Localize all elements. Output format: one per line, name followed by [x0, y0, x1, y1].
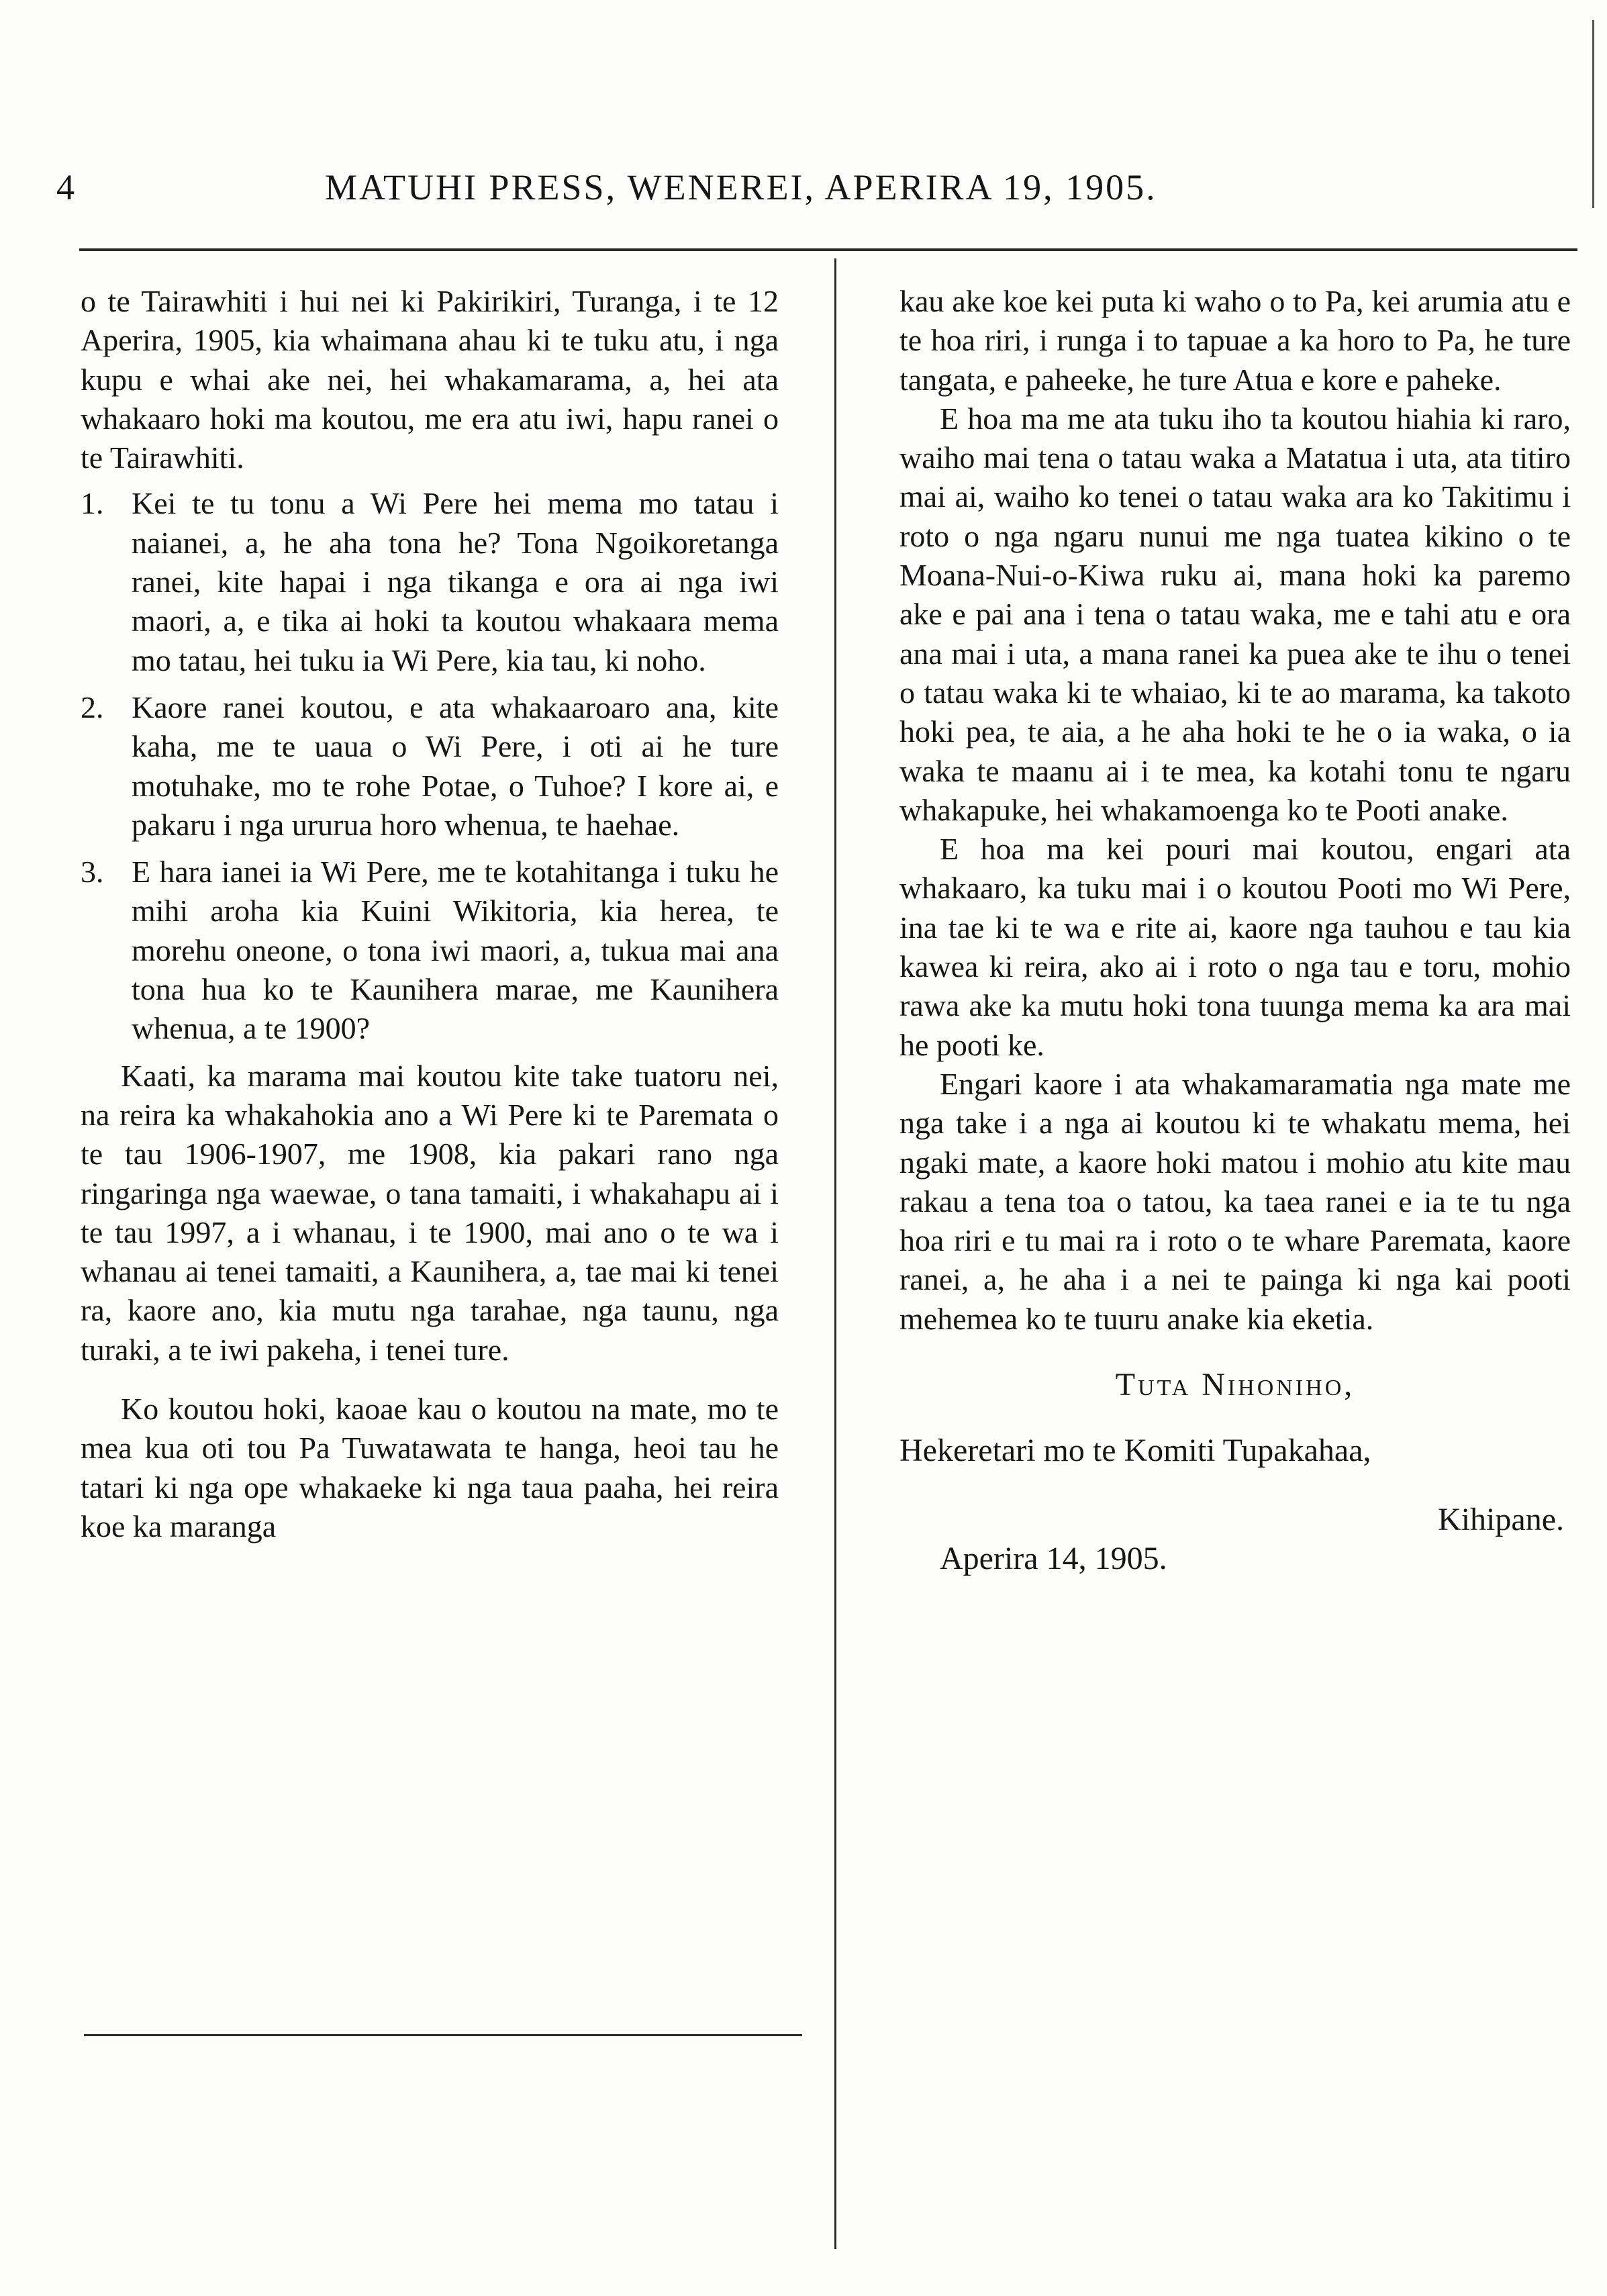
signature-block	[899, 1366, 1571, 1578]
page-number: 4	[56, 167, 77, 207]
list-number: 2.	[81, 689, 104, 724]
page-header	[56, 166, 1560, 220]
continued-paragraph: kau ake koe kei puta ki waho o to Pa, kei arumia atu e te hoa riri, i runga i to tapuae a ka horo to Pa, he ture tangata, e paheeke, he ture Atua e kore e paheke.	[899, 284, 1571, 397]
list-text: Kei te tu tonu a Wi Pere hei mema mo tatau i naianei, a, he aha tona he? Tona Ngoikoretanga ranei, kite hapai i nga tikanga e ora ai nga iwi maori, a, e tika ai hoki ta koutou whakaara mema mo tatau, hei tuku ia Wi Pere, kia tau, ki noho.	[132, 486, 779, 677]
signature-place: Kihipane.	[1438, 1501, 1564, 1537]
left-column	[81, 282, 779, 1546]
ko-koutou-paragraph: Ko koutou hoki, kaoae kau o koutou na mate, mo te mea kua oti tou Pa Tuwatawata te hanga, heoi tau he tatari ki nga ope whakaeke ki nga taua paaha, hei reira koe ka maranga	[81, 1392, 779, 1543]
column-divider	[834, 258, 836, 2249]
newspaper-title: MATUHI PRESS, WENEREI, APERIRA 19, 1905.	[325, 167, 1157, 207]
signature-date: Aperira 14, 1905.	[940, 1540, 1167, 1576]
e-hoa-ma-kei-pouri-paragraph: E hoa ma kei pouri mai koutou, engari ata whakaaro, ka tuku mai i o koutou Pooti mo Wi Pere, ina tae ki te wa e rite ai, kaore nga tauhou e tau kia kawea ki reira, ako ai i roto o nga tau e toru, mohio rawa ake ka mutu hoki tona tuunga mema ka ara mai he pooti ke.	[899, 832, 1571, 1062]
list-number: 1.	[81, 486, 104, 521]
list-text: Kaore ranei koutou, e ata whakaaroaro ana, kite kaha, me te uaua o Wi Pere, i oti ai he ture motuhake, mo te rohe Potae, o Tuhoe? I kore ai, e pakaru i nga ururua horo whenua, te haehae.	[132, 689, 779, 842]
e-hoa-ma-paragraph: E hoa ma me ata tuku iho ta koutou hiahia ki raro, waiho mai tena o tatau waka a Matatua i uta, ata titiro mai ai, waiho ko tenei o tatau waka ara ko Takitimu i roto o nga ngaru nunui me nga tuatea kikino o te Moana-Nui-o-Kiwa ruku ai, mana hoki ka paremo ake e pai ana i tena o tatau waka, me e tahi atu e ora ana mai i uta, a mana ranei ka puea ake te ihu o tenei o tatau waka ki te whaiao, ki te ao marama, ka takoto hoki pea, te aia, a he aha hoki te he o ia waka, o ia waka te maanu ai i te mea, ka kotahi tonu te ngaru whakapuke, hei whakamoenga ko te Pooti anake.	[899, 401, 1571, 827]
signatory-role: Hekeretari mo te Komiti Tupakahaa,	[899, 1433, 1371, 1469]
engari-paragraph: Engari kaore i ata whakamaramatia nga mate me nga take i a nga ai koutou ki te whakatu mema, hei ngaki mate, a kaore hoki matou i mohio atu kite mau rakau a tena toa o tatou, ka taea ranei e ia te tu nga hoa riri e tu mai ra i roto o te whare Paremata, kaore ranei, a, he aha i a nei te painga ki nga kai pooti mehemea ko te tuuru anake kia eketia.	[899, 1066, 1571, 1336]
right-column	[899, 282, 1571, 1578]
list-number: 3.	[81, 855, 104, 890]
list-text: E hara ianei ia Wi Pere, me te kotahitanga i tuku he mihi aroha kia Kuini Wikitoria, kia herea, te morehu oneone, o tona iwi maori, a, tukua mai ana tona hua ko te Kaunihera marae, me Kaunihera whenua, a te 1900?	[132, 855, 779, 1046]
list-item	[81, 688, 779, 845]
header-rule	[79, 248, 1577, 251]
intro-paragraph: o te Tairawhiti i hui nei ki Pakirikiri, Turanga, i te 12 Aperira, 1905, kia whaimana ahau ki te tuku atu, i nga kupu e whai ake nei, hei whakamarama, a, hei ata whakaaro hoki ma koutou, me era atu iwi, hapu ranei o te Tairawhiti.	[81, 284, 779, 475]
numbered-list	[81, 484, 779, 1048]
signatory-name: Tuta Nihoniho,	[1115, 1367, 1355, 1403]
page-edge-mark	[1592, 20, 1594, 208]
list-item	[81, 853, 779, 1048]
left-column-rule	[84, 2034, 802, 2036]
list-item	[81, 484, 779, 679]
kaati-paragraph: Kaati, ka marama mai koutou kite take tuatoru nei, na reira ka whakahokia ano a Wi Pere ki te Paremata o te tau 1906-1907, me 1908, kia pakari rano nga ringaringa nga waewae, o tana tamaiti, i whakahapu ai i te tau 1997, a i whanau, i te 1900, mai ano o te wa i whanau ai tenei tamaiti, a Kaunihera, a, tae mai ki tenei ra, kaore ano, kia mutu nga tarahae, nga taunu, nga turaki, a te iwi pakeha, i tenei ture.	[81, 1058, 779, 1367]
